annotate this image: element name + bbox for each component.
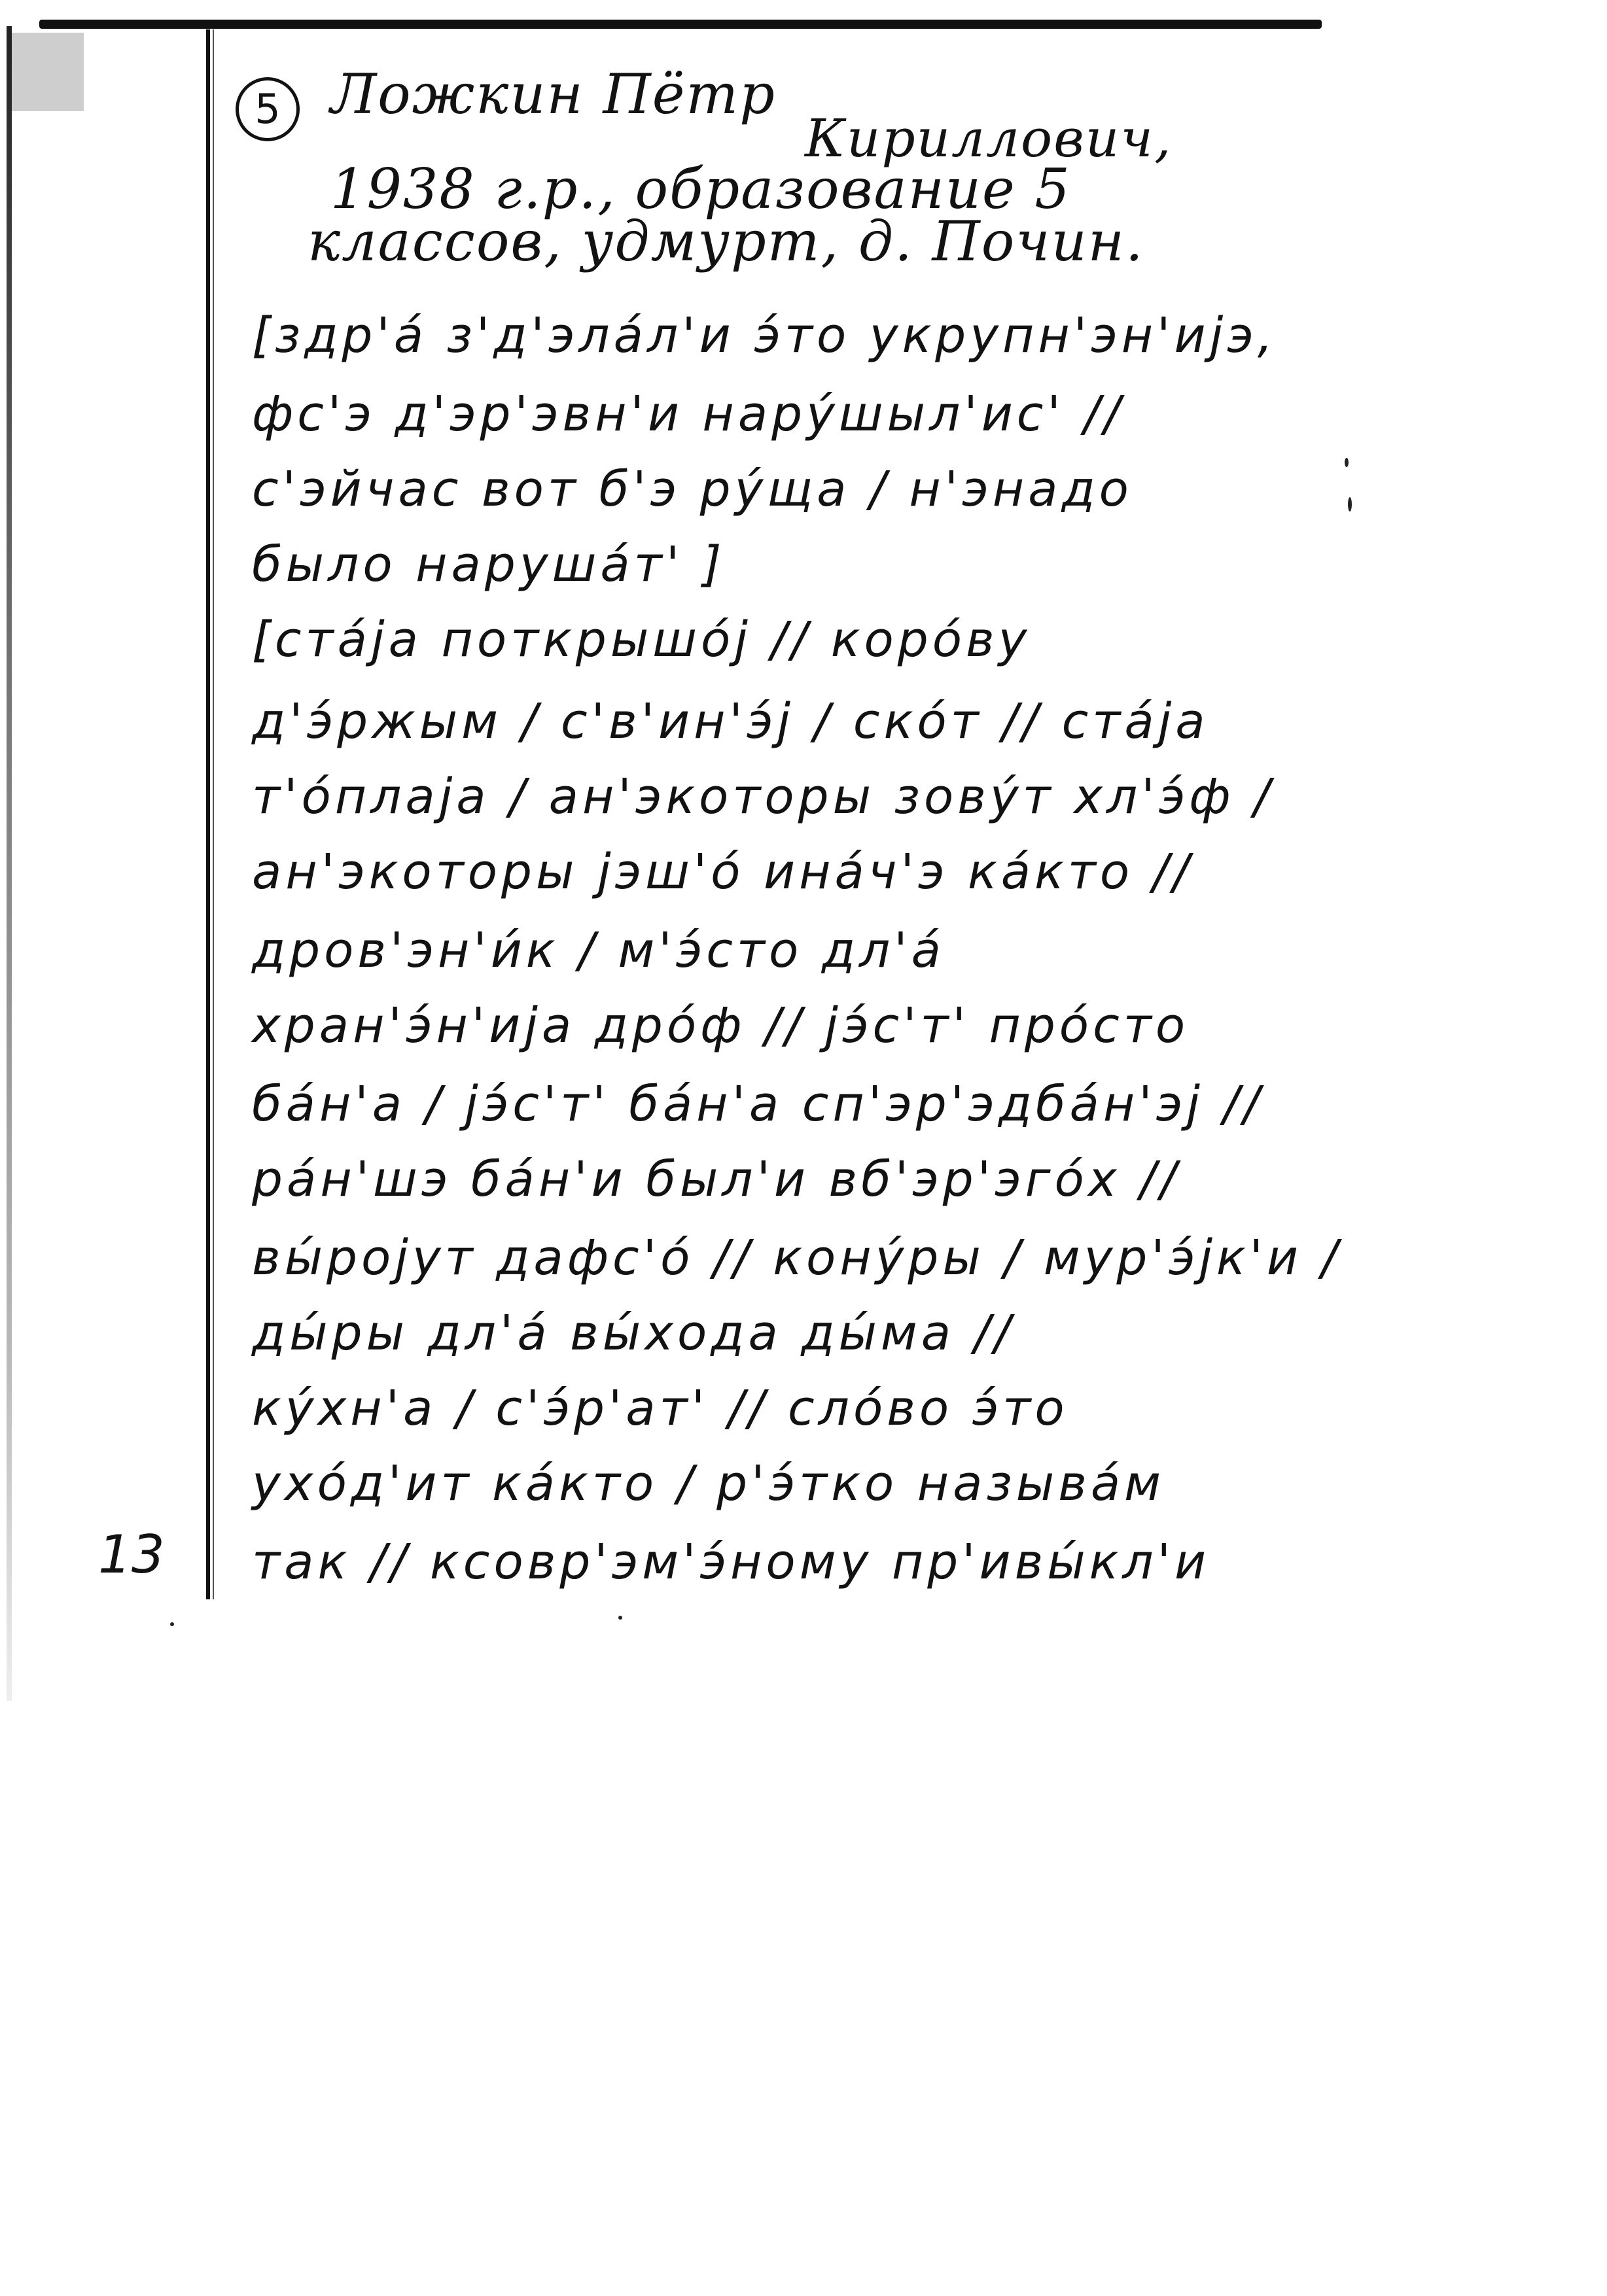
transcription-line: ды́ры дл'а́ вы́хода ды́ма // [252,1305,1015,1361]
scan-speck [618,1616,622,1620]
transcription-line: фс'э д'эр'эвн'и нару́шыл'ис' // [252,386,1125,442]
informant-details: классов, удмурт, д. Почин. [308,209,1144,273]
page-number: 13 [98,1524,165,1585]
transcription-line: ба́н'а / jэ́с'т' ба́н'а сп'эр'эдба́н'эj // [252,1076,1264,1132]
top-edge-line [39,20,1322,29]
informant-patronymic: Кириллович, [805,108,1173,169]
transcription-line: т'о́плаjа / ан'экоторы зову́т хл'э́ф / [252,769,1275,825]
scan-edge-smudge [12,33,84,111]
transcription-line: ан'экоторы jэш'о́ ина́ч'э ка́кто // [252,844,1193,900]
margin-line-inner [213,29,214,1599]
scan-speck [1345,458,1349,467]
transcription-line: было наруша́т' ] [252,536,726,593]
transcription-line: ра́н'шэ ба́н'и был'и вб'эр'эго́х // [252,1151,1180,1208]
entry-number-circle: 5 [236,77,300,141]
transcription-line: хран'э́н'иjа дро́ф // jэ́с'т' про́сто [252,998,1190,1054]
scan-speck [1348,497,1352,512]
transcription-line: дров'эн'и́к / м'э́сто дл'а́ [252,922,945,979]
informant-birth-education: 1938 г.р., образование 5 [330,157,1071,221]
margin-line [206,29,210,1599]
scan-left-edge [7,26,12,1701]
informant-name: Ложкин Пётр [330,62,776,126]
transcription-line: [здр'а́ з'д'эла́л'и э́то укрупн'эн'иjэ, [252,307,1277,364]
transcription-line: вы́роjут дафс'о́ // кону́ры / мур'э́jк'и / [252,1230,1342,1286]
transcription-line: ухо́д'ит ка́кто / р'э́тко называ́м [252,1455,1165,1512]
transcription-line: ку́хн'а / с'э́р'ат' // сло́во э́то [252,1380,1068,1436]
transcription-line: д'э́ржым / с'в'ин'э́j / ско́т // ста́jа [252,693,1209,750]
scan-speck [170,1622,174,1626]
transcription-line: с'эйчас вот б'э ру́ща / н'энадо [252,461,1133,517]
transcription-line: [ста́jа поткрышо́j // коро́ву [252,612,1031,668]
transcription-line: так // ксовр'эм'э́ному пр'ивы́кл'и [252,1534,1210,1590]
